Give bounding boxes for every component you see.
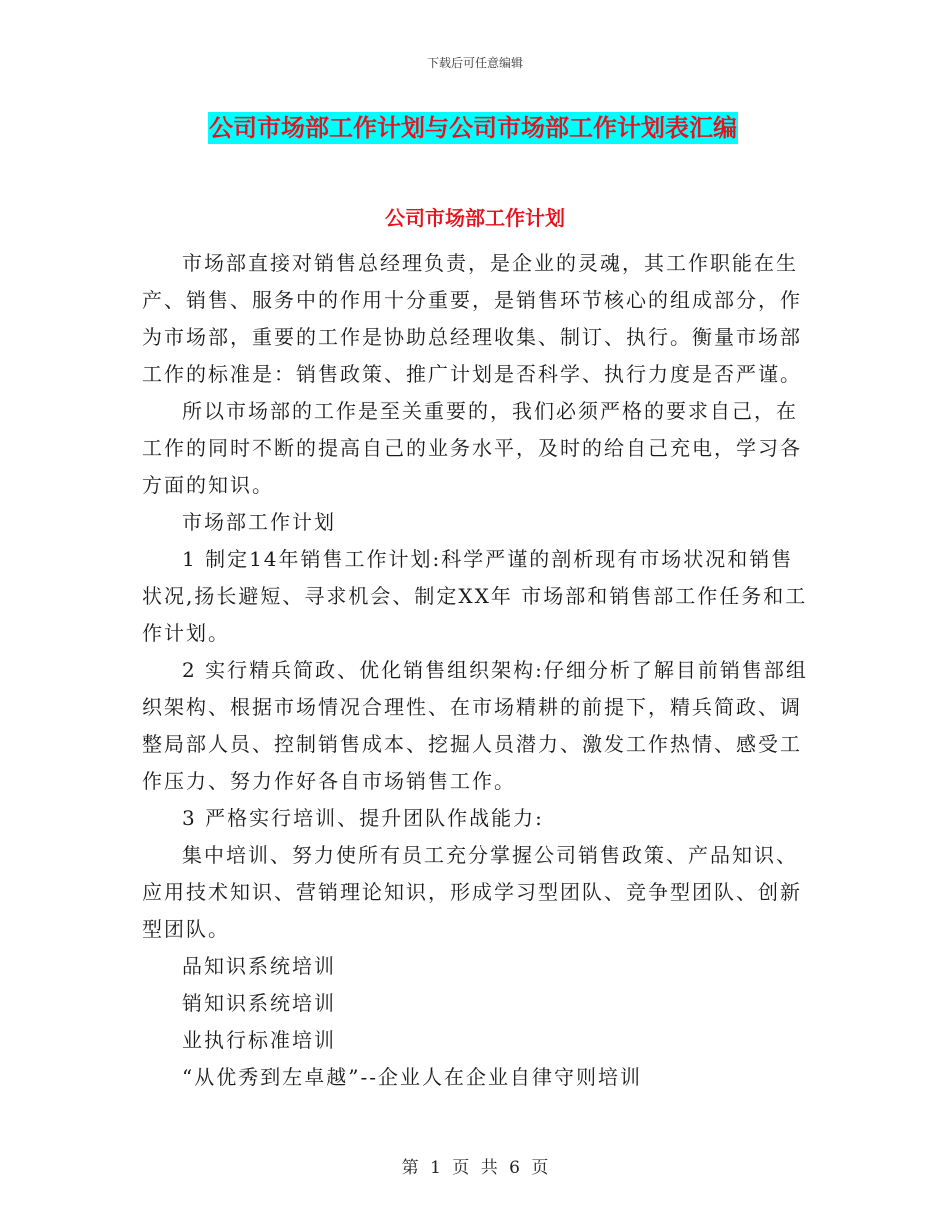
document-body <box>142 245 814 1096</box>
paragraph-item-1: 1 制定14年销售工作计划:科学严谨的剖析现有市场状况和销售状况,扬长避短、寻求机会、制定XX年 市场部和销售部工作任务和工作计划。 <box>142 547 808 645</box>
paragraph-excellence-training: “从优秀到左卓越”--企业人在企业自律守则培训 <box>182 1065 642 1089</box>
paragraph-training: 集中培训、努力使所有员工充分掌握公司销售政策、产品知识、应用技术知识、营销理论知识，形成学习型团队、竞争型团队、创新型团队。 <box>142 843 802 941</box>
paragraph-item-3: 3 严格实行培训、提升团队作战能力: <box>182 806 544 830</box>
page-number: 第 1 页 共 6 页 <box>401 1158 549 1178</box>
section-title: 公司市场部工作计划 <box>385 206 565 230</box>
paragraph-importance: 所以市场部的工作是至关重要的，我们必须严格的要求自己，在工作的同时不断的提高自己的业务水平，及时的给自己充电，学习各方面的知识。 <box>142 399 802 497</box>
paragraph-plan-heading: 市场部工作计划 <box>182 510 336 534</box>
paragraph-intro: 市场部直接对销售总经理负责，是企业的灵魂，其工作职能在生产、销售、服务中的作用十分重要，是销售环节核心的组成部分，作为市场部，重要的工作是协助总经理收集、制订、执行。衡量市场部工作的标准是：销售政策、推广计划是否科学、执行力度是否严谨。 <box>142 251 802 386</box>
paragraph-sales-training: 销知识系统培训 <box>182 991 336 1015</box>
header-note: 下载后可任意编辑 <box>426 56 523 70</box>
paragraph-product-training: 品知识系统培训 <box>182 954 336 978</box>
paragraph-standard-training: 业执行标准培训 <box>182 1028 336 1052</box>
paragraph-item-2: 2 实行精兵简政、优化销售组织架构:仔细分析了解目前销售部组织架构、根据市场情况合理性、在市场精耕的前提下，精兵简政、调整局部人员、控制销售成本、挖掘人员潜力、激发工作热情、感受工作压力、努力作好各自市场销售工作。 <box>142 658 808 793</box>
document-main-title: 公司市场部工作计划与公司市场部工作计划表汇编 <box>209 114 737 142</box>
